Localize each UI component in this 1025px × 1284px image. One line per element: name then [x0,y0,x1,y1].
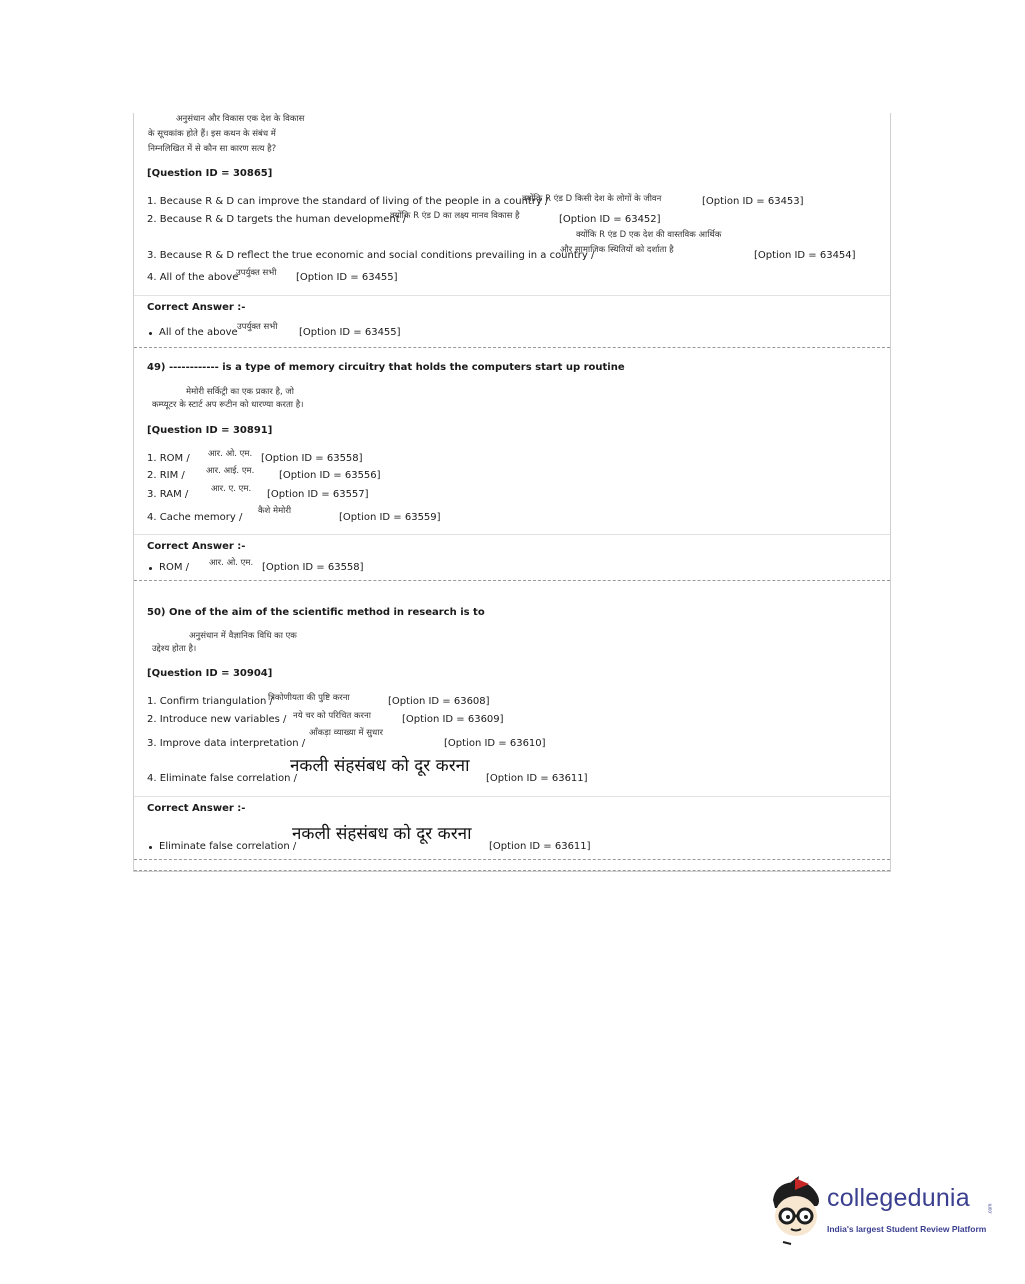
q48-option-3-hindi: क्योंकि R एंड D एक देश की वास्तविक आर्थिक [576,230,722,240]
q49-correct-label: Correct Answer :- [147,541,246,552]
question-separator [134,580,890,581]
bullet-icon [149,332,152,335]
q49-option-2-id: [Option ID = 63556] [279,470,381,481]
question-paper-sheet [133,113,891,872]
q48-option-2-hindi: क्योंकि R एंड D का लक्ष्य मानव विकास है [390,211,520,221]
q48-hindi-line-1: अनुसंधान और विकास एक देश के विकास [176,114,305,124]
q50-correct-answer: Eliminate false correlation / [159,841,297,852]
q49-option-4-hindi: कैशे मेमोरी [258,506,292,516]
mascot-icon [765,1176,827,1246]
q50-option-3: 3. Improve data interpretation / [147,738,306,749]
q49-title: 49) ------------ is a type of memory circuitry that holds the computers start up routine [147,362,625,373]
q50-hindi-line-2: उद्देश्य होता है। [152,644,197,654]
q50-option-4: 4. Eliminate false correlation / [147,773,298,784]
q50-option-2: 2. Introduce new variables / [147,714,287,725]
q48-option-4: 4. All of the above [147,272,239,283]
q48-option-1-hindi: क्योंकि R एंड D किसी देश के लोगों के जीवन [522,194,662,204]
question-separator [134,859,890,860]
q49-option-4-id: [Option ID = 63559] [339,512,441,523]
q48-question-id: [Question ID = 30865] [147,168,273,179]
q50-option-3-id: [Option ID = 63610] [444,738,546,749]
q49-correct-hindi: आर. ओ. एम. [209,558,254,568]
q48-option-4-hindi: उपर्युक्त सभी [236,268,277,278]
q48-correct-hindi: उपर्युक्त सभी [237,322,278,332]
q48-hindi-line-2: के सूचकांक होते हैं। इस कथन के संबंध में [148,129,276,139]
brand-name: collegedunia [827,1184,970,1212]
brand-tagline: India's largest Student Review Platform [827,1224,987,1234]
q49-hindi-line-1: मेमोरी सर्किट्री का एक प्रकार है, जो [186,387,294,397]
q48-option-1-id: [Option ID = 63453] [702,196,804,207]
q48-correct-option-id: [Option ID = 63455] [299,327,401,338]
divider [134,796,890,797]
q50-option-1: 1. Confirm triangulation / [147,696,273,707]
q48-option-3: 3. Because R & D reflect the true economic and social conditions prevailing in a country / [147,250,595,261]
q48-option-3-id: [Option ID = 63454] [754,250,856,261]
q50-hindi-line-1: अनुसंधान में वैज्ञानिक विधि का एक [189,631,297,641]
q50-title: 50) One of the aim of the scientific method in research is to [147,607,485,618]
q49-option-4: 4. Cache memory / [147,512,243,523]
q49-option-3-hindi: आर. ए. एम. [211,484,252,494]
q50-option-2-hindi: नये चर को परिचित करना [293,711,371,721]
q50-correct-option-id: [Option ID = 63611] [489,841,591,852]
q50-option-2-id: [Option ID = 63609] [402,714,504,725]
q49-option-3: 3. RAM / [147,489,189,500]
q50-question-id: [Question ID = 30904] [147,668,273,679]
q48-option-4-id: [Option ID = 63455] [296,272,398,283]
q49-option-3-id: [Option ID = 63557] [267,489,369,500]
q48-option-2-id: [Option ID = 63452] [559,214,661,225]
bullet-icon [149,846,152,849]
q50-correct-label: Correct Answer :- [147,803,246,814]
q49-option-1-hindi: आर. ओ. एम. [208,449,253,459]
bullet-icon [149,567,152,570]
q50-option-4-hindi: नकली संहसंबध को दूर करना [290,756,470,776]
divider [134,534,890,535]
q48-hindi-line-3: निम्नलिखित में से कौन सा कारण सत्य है? [148,144,277,154]
q49-question-id: [Question ID = 30891] [147,425,273,436]
q50-option-1-hindi: त्रिकोणीयता की पुष्टि करना [268,693,350,703]
q49-correct-option-id: [Option ID = 63558] [262,562,364,573]
q49-hindi-line-2: कम्प्यूटर के स्टार्ट अप रूटीन को धारण्या करता है। [152,400,304,410]
q49-correct-answer: ROM / [159,562,189,573]
q48-option-1: 1. Because R & D can improve the standard of living of the people in a country / [147,196,549,207]
q49-option-1: 1. ROM / [147,453,190,464]
divider [134,295,890,296]
q50-correct-hindi: नकली संहसंबध को दूर करना [292,824,472,844]
q48-option-2: 2. Because R & D targets the human development / [147,214,407,225]
collegedunia-logo [765,1176,995,1246]
q50-option-3-hindi: आँकड़ा व्याख्या में सुधार [309,728,383,738]
question-separator [134,347,890,348]
q49-option-2-hindi: आर. आई. एम. [206,466,255,476]
q49-option-2: 2. RIM / [147,470,185,481]
q48-correct-answer: All of the above [159,327,238,338]
q50-option-4-id: [Option ID = 63611] [486,773,588,784]
q50-option-1-id: [Option ID = 63608] [388,696,490,707]
brand-domain-suffix: .com [987,1203,994,1215]
q48-option-3-hindi-2: और सामाजिक स्थितियों को दर्शाता है [560,245,674,255]
q49-option-1-id: [Option ID = 63558] [261,453,363,464]
page-end-line [134,870,890,871]
q48-correct-label: Correct Answer :- [147,302,246,313]
